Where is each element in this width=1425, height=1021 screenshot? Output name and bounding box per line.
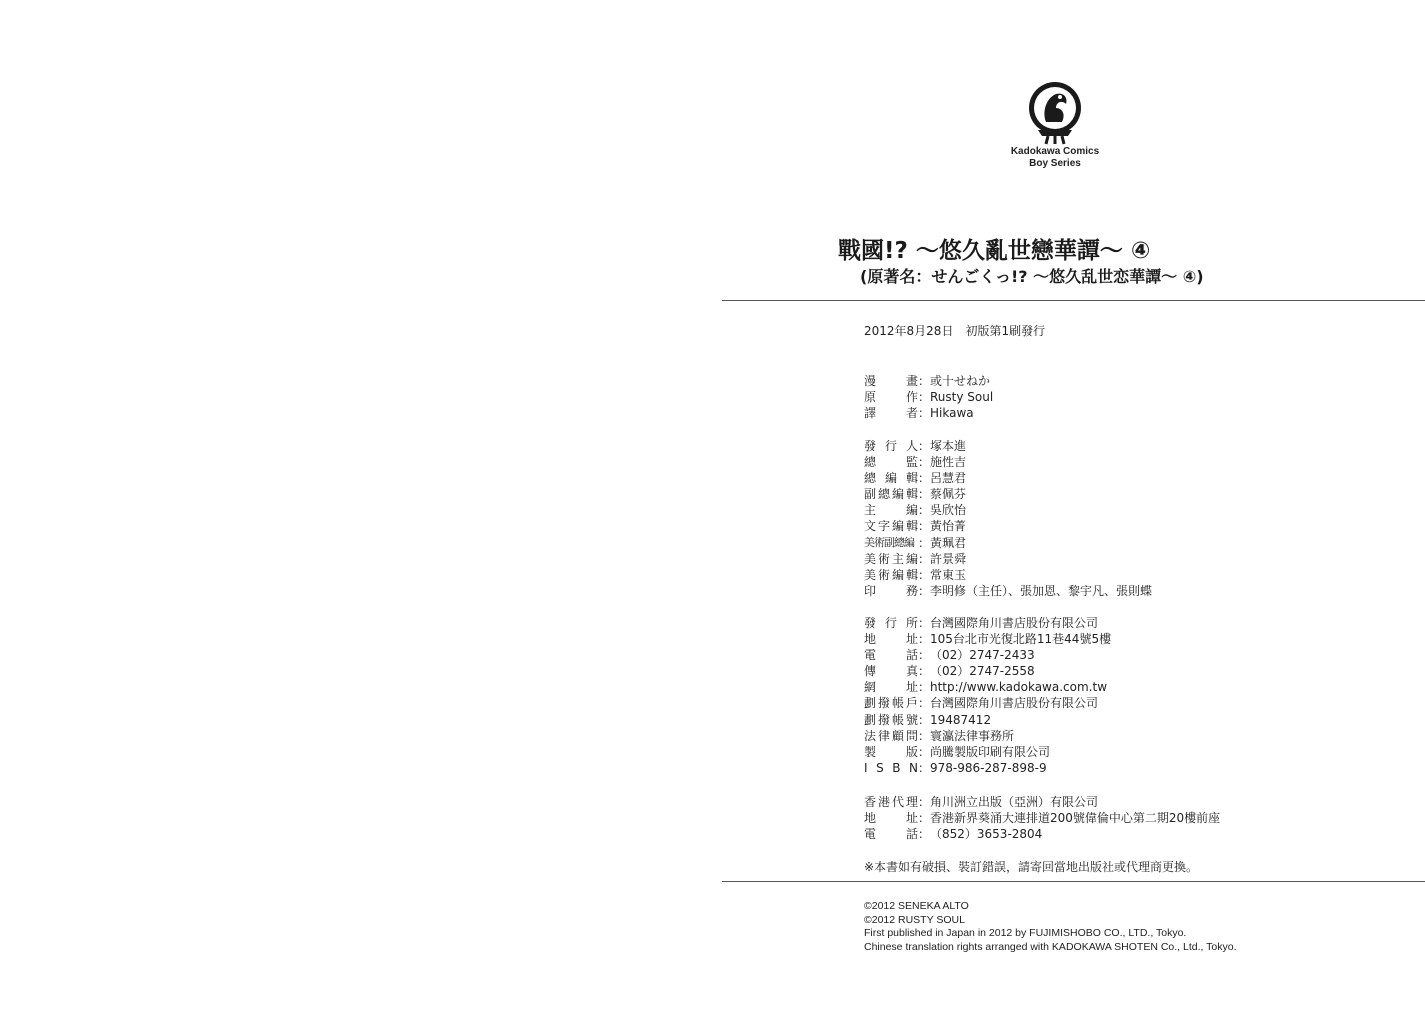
credit-value: 19487412 [930, 712, 992, 727]
credit-row: I S B N ： 978-986-287-898-9 [864, 760, 1047, 775]
credits-hk-agent [864, 794, 1220, 842]
credit-label: 香 港 代 理 [864, 795, 918, 809]
credit-value: 塚本進 [930, 439, 967, 453]
credit-value: 尚騰製版印刷有限公司 [930, 744, 1051, 759]
credit-row: 漫 畫 ： 或十せねか [864, 374, 991, 388]
credit-row: 總 監 ： 施性吉 [864, 455, 967, 470]
credit-value: 台灣國際角川書店股份有限公司 [930, 696, 1099, 711]
credit-row: 文 字 編 輯 ： 黃怡菁 [864, 519, 967, 534]
credit-value: （852）3653-2804 [930, 827, 1043, 842]
credit-row: 製 版 ： 尚騰製版印刷有限公司 [864, 744, 1051, 759]
credit-value: 蔡佩芬 [930, 487, 967, 502]
credit-value: （02）2747-2558 [930, 664, 1035, 679]
credit-label: 副 總 編 輯 [864, 487, 918, 502]
copyright-line: First published in Japan in 2012 by FUJIMISHOBO CO., LTD., Tokyo. [864, 927, 1187, 939]
credit-value: 黃珮君 [930, 535, 967, 550]
credit-value: Rusty Soul [930, 390, 994, 405]
credit-label: 製 版 [864, 744, 918, 759]
credit-label: 美 術 主 編 [864, 551, 918, 566]
credit-label: 原 作 [864, 390, 918, 405]
credit-label: 法 律 顧 問 [864, 728, 918, 743]
credit-value: 許景舜 [930, 551, 967, 566]
edition-date: 2012年8月28日 初版第1刷發行 [864, 324, 1046, 338]
credit-row: 劃 撥 帳 號 ： 19487412 [864, 712, 992, 727]
credit-label: 電 話 [864, 648, 918, 663]
credit-value: 寰瀛法律事務所 [930, 728, 1015, 743]
credit-value: 吳欣怡 [930, 503, 967, 518]
phoenix-emblem-icon [1024, 78, 1086, 146]
credit-label: 劃 撥 帳 戶 [864, 696, 918, 711]
copyright-line: ©2012 RUSTY SOUL [864, 913, 965, 926]
credit-row: 美 術 編 輯 ： 常東玉 [864, 567, 967, 582]
credit-value: 黃怡菁 [930, 519, 967, 534]
bottom-divider [722, 881, 1425, 882]
publisher-logo [1000, 78, 1110, 170]
credit-row: 地 址 ： 105台北市光復北路11巷44號5樓 [864, 632, 1112, 647]
credit-value: 李明修（主任）、張加恩、黎宇凡、張則蝶 [930, 583, 1153, 598]
credit-label: 傳 真 [864, 664, 918, 679]
credit-label: 地 址 [864, 811, 918, 826]
credit-label: 地 址 [864, 632, 918, 647]
logo-line-1: Kadokawa Comics [1010, 146, 1100, 157]
top-divider [722, 300, 1425, 301]
credit-value: 台灣國際角川書店股份有限公司 [930, 616, 1099, 630]
credit-value: 香港新界葵涌大連排道200號偉倫中心第二期20樓前座 [930, 811, 1221, 826]
copyright-line: ©2012 SENEKA ALTO [864, 900, 969, 912]
credit-label: 電 話 [864, 827, 918, 842]
credit-label: 發 行 所 [864, 616, 918, 630]
copyright-line: Chinese translation rights arranged with KADOKAWA SHOTEN Co., Ltd., Tokyo. [864, 940, 1237, 953]
credit-value: http://www.kadokawa.com.tw [930, 680, 1108, 695]
credit-label: 美術副總編 [864, 535, 914, 549]
credit-label: 漫 畫 [864, 374, 918, 388]
credit-row: 譯 者 ： Hikawa [864, 406, 974, 421]
credit-row: 傳 真 ： （02）2747-2558 [864, 664, 1035, 679]
credit-row: 電 話 ： （02）2747-2433 [864, 648, 1035, 663]
credit-label: 網 址 [864, 680, 918, 695]
credit-label: 發 行 人 [864, 439, 918, 453]
credit-row: 法 律 顧 問 ： 寰瀛法律事務所 [864, 728, 1015, 743]
credit-label: 劃 撥 帳 號 [864, 712, 918, 727]
credit-label: 譯 者 [864, 406, 918, 421]
credit-row: 網 址 ： http://www.kadokawa.com.tw [864, 680, 1108, 695]
credit-label: 總 編 輯 [864, 471, 918, 486]
credit-row: 副 總 編 輯 ： 蔡佩芬 [864, 487, 967, 502]
credit-row: 主 編 ： 吳欣怡 [864, 503, 967, 518]
credit-value: 常東玉 [930, 567, 967, 582]
credit-label: I S B N [864, 760, 918, 775]
credit-row: 香 港 代 理 ： 角川洲立出版（亞洲）有限公司 [864, 795, 1099, 809]
credit-value: 105台北市光復北路11巷44號5樓 [930, 632, 1112, 647]
damage-notice: ※本書如有破損、裝訂錯誤，請寄回當地出版社或代理商更換。 [864, 860, 1199, 874]
credit-row: 總 編 輯 ： 呂慧君 [864, 471, 967, 486]
credit-label: 美 術 編 輯 [864, 567, 918, 582]
credit-label: 主 編 [864, 503, 918, 518]
credit-value: 978-986-287-898-9 [930, 760, 1047, 775]
credit-row: 劃 撥 帳 戶 ： 台灣國際角川書店股份有限公司 [864, 696, 1099, 711]
credit-value: 角川洲立出版（亞洲）有限公司 [930, 795, 1099, 809]
credit-row: 美術副總編 ： 黃珮君 [864, 535, 967, 550]
credit-row: 印 務 ： 李明修（主任）、張加恩、黎宇凡、張則蝶 [864, 583, 1153, 598]
credit-value: 施性吉 [930, 455, 967, 470]
credit-label: 總 監 [864, 455, 918, 470]
credits-publisher [864, 615, 1111, 776]
credit-row: 發 行 人 ： 塚本進 [864, 439, 967, 453]
credits-staff [864, 373, 993, 421]
logo-line-2: Boy Series [1029, 158, 1081, 169]
credit-row: 美 術 主 編 ： 許景舜 [864, 551, 967, 566]
credit-label: 文 字 編 輯 [864, 519, 918, 534]
credit-value: Hikawa [930, 406, 974, 421]
original-title: (原著名：せんごくっ!? ～悠久乱世恋華譚～ ④) [860, 267, 1204, 286]
credit-value: 呂慧君 [930, 471, 967, 486]
credit-value: （02）2747-2433 [930, 648, 1035, 663]
book-title: 戰國!? ～悠久亂世戀華譚～ ④ [838, 238, 1151, 264]
credit-row: 地 址 ： 香港新界葵涌大連排道200號偉倫中心第二期20樓前座 [864, 811, 1221, 826]
credit-row: 電 話 ： （852）3653-2804 [864, 827, 1043, 842]
credits-editorial [864, 438, 1152, 599]
credit-row: 原 作 ： Rusty Soul [864, 390, 994, 405]
credit-row: 發 行 所 ： 台灣國際角川書店股份有限公司 [864, 616, 1099, 630]
credit-label: 印 務 [864, 583, 918, 598]
credit-value: 或十せねか [930, 374, 991, 388]
copyright-block [864, 900, 1237, 954]
